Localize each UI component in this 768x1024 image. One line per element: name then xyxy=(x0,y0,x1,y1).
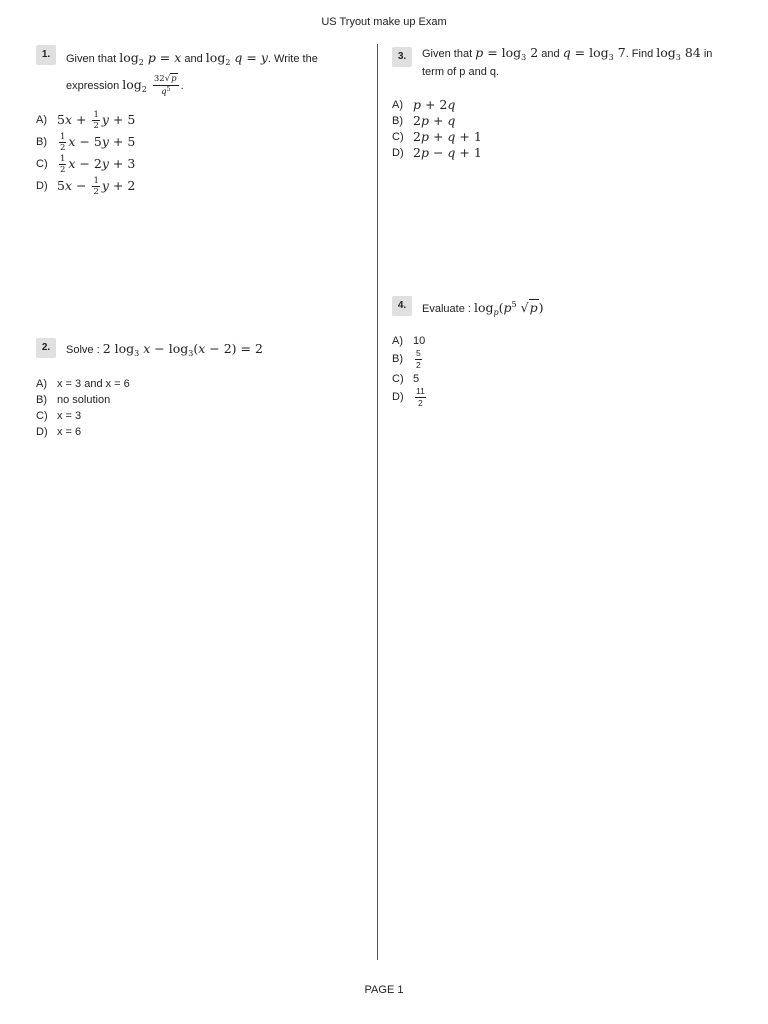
math-expression: $p = \log_3 2$ xyxy=(475,45,539,62)
prompt-text: . Find xyxy=(625,48,654,60)
prompt-text: . Write the xyxy=(267,53,318,65)
prompt-text: Given that xyxy=(422,48,473,60)
question-number: 4. xyxy=(392,296,412,316)
question-number: 1. xyxy=(36,45,56,65)
math-expression: $\log_3 84$ xyxy=(656,45,701,62)
prompt-text: in xyxy=(703,48,713,60)
math-expression: $q = \log_3 7$ xyxy=(562,45,626,62)
column-divider xyxy=(377,44,378,960)
question-prompt xyxy=(66,338,263,364)
prompt-text: expression xyxy=(66,80,120,92)
question-prompt xyxy=(66,47,318,100)
prompt-text: Evaluate : xyxy=(422,303,471,315)
question-prompt xyxy=(422,294,544,323)
page-number: PAGE 1 xyxy=(364,984,404,996)
question-prompt xyxy=(422,45,712,80)
exam-title: US Tryout make up Exam xyxy=(321,16,447,28)
question-number: 2. xyxy=(36,338,56,358)
question-number: 3. xyxy=(392,47,412,67)
prompt-text: and xyxy=(184,53,203,65)
math-expression: 2 $\log_3 x - \log_3(x - 2) = 2$ xyxy=(102,341,263,358)
prompt-text: and xyxy=(541,48,560,60)
math-expression: $\log_2 q = y$ xyxy=(205,50,268,67)
math-expression: $\log_p(p^5$ √p) xyxy=(473,300,544,317)
prompt-text: Given that xyxy=(66,53,117,65)
prompt-text: . xyxy=(180,80,184,92)
prompt-text: term of p and q. xyxy=(422,66,500,78)
math-expression: $\log_2 p = x$ xyxy=(119,50,182,67)
math-expression: $\log_2$ $\frac{32√p}{q^5}$ xyxy=(122,74,177,97)
prompt-text: Solve : xyxy=(66,344,100,356)
